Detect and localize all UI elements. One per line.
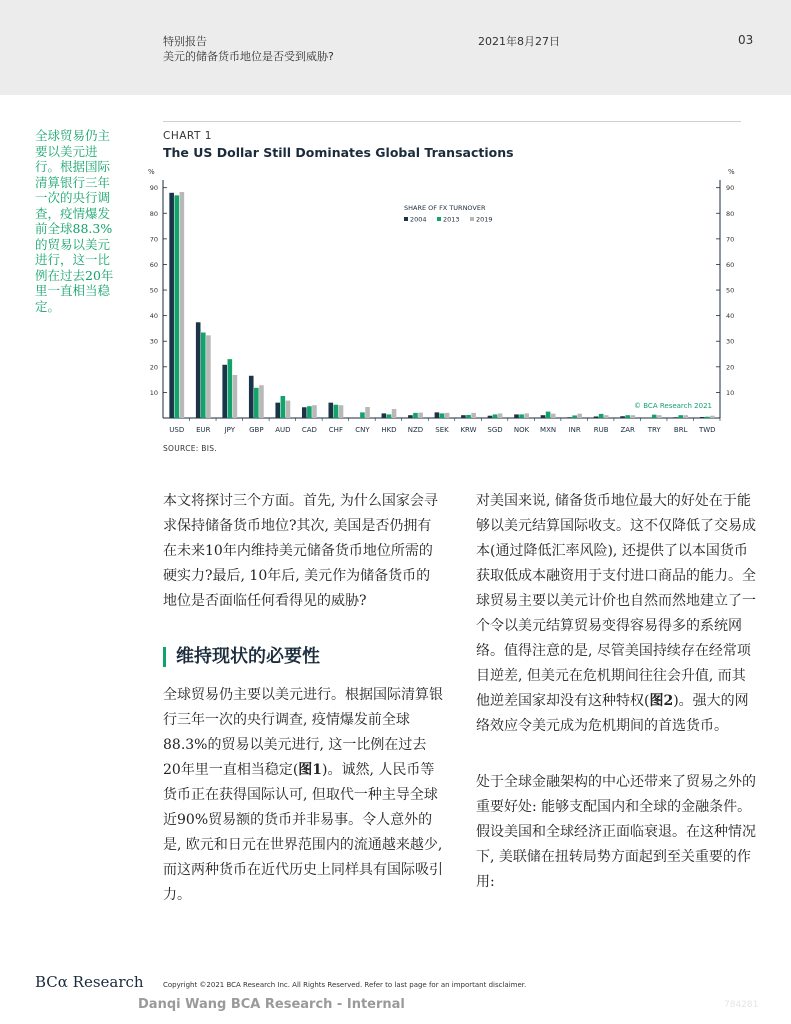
x-tick-label: RUB bbox=[593, 426, 609, 434]
y-tick-label-right: 90 bbox=[726, 184, 735, 193]
legend-label-2019: 2019 bbox=[476, 215, 493, 224]
bar-nzd-2019 bbox=[418, 413, 423, 418]
y-tick-label-right: 50 bbox=[726, 286, 735, 295]
legend-title: SHARE OF FX TURNOVER bbox=[404, 204, 486, 212]
bar-try-2013 bbox=[652, 415, 657, 418]
bar-rub-2013 bbox=[599, 414, 604, 418]
bar-inr-2013 bbox=[572, 415, 577, 418]
bar-krw-2013 bbox=[466, 415, 471, 418]
bar-cny-2013 bbox=[360, 412, 365, 418]
bar-chf-2013 bbox=[334, 405, 339, 418]
bar-brl-2013 bbox=[678, 415, 683, 418]
bar-inr-2004 bbox=[567, 417, 572, 418]
body-paragraph-intro bbox=[163, 489, 443, 614]
report-title: 美元的储备货币地位是否受到威胁? bbox=[163, 50, 334, 63]
bar-try-2004 bbox=[647, 418, 652, 419]
paragraph-text: 本文将探讨三个方面。首先, 为什么国家会寻求保持储备货币地位?其次, 美国是否仍拥有在未来10年内维持美元储备货币地位所需的硬实力?最后, 10年后, 美元作为储备货币的地位是否面临任何看得见的威胁? bbox=[163, 493, 438, 609]
bar-cad-2013 bbox=[307, 406, 312, 418]
x-tick-label: TWD bbox=[698, 426, 716, 434]
report-type: 特别报告 bbox=[163, 35, 207, 48]
x-tick-label: TRY bbox=[647, 426, 661, 434]
bar-zar-2004 bbox=[620, 416, 625, 418]
y-tick-label-left: 10 bbox=[149, 388, 158, 397]
bar-gbp-2013 bbox=[254, 388, 259, 418]
bar-cny-2004 bbox=[355, 418, 360, 419]
y-tick-label-left: 90 bbox=[149, 184, 158, 193]
chart-title: The US Dollar Still Dominates Global Transactions bbox=[163, 145, 514, 160]
bar-brl-2004 bbox=[673, 417, 678, 418]
chart-watermark: © BCA Research 2021 bbox=[634, 402, 712, 410]
y-tick-label-left: 50 bbox=[149, 286, 158, 295]
y-tick-label-left: 30 bbox=[149, 337, 158, 346]
bar-krw-2004 bbox=[461, 415, 466, 418]
x-tick-label: AUD bbox=[275, 426, 291, 434]
bar-krw-2019 bbox=[471, 413, 476, 418]
legend-label-2004: 2004 bbox=[410, 215, 427, 224]
bar-usd-2019 bbox=[180, 192, 185, 418]
section-heading: 维持现状的必要性 bbox=[163, 647, 320, 667]
x-tick-label: GBP bbox=[249, 426, 264, 434]
body-paragraph-status-quo bbox=[163, 683, 443, 908]
y-tick-label-left: 70 bbox=[149, 235, 158, 244]
page-header bbox=[0, 0, 791, 95]
x-tick-label: JPY bbox=[224, 426, 236, 434]
bar-try-2019 bbox=[657, 415, 662, 418]
bar-hkd-2004 bbox=[382, 413, 387, 418]
x-tick-label: SEK bbox=[435, 426, 449, 434]
bar-sgd-2004 bbox=[488, 416, 493, 418]
document-id: 784281 bbox=[724, 1000, 759, 1010]
sidebar-pull-quote: 全球贸易仍主要以美元进行。根据国际清算银行三年一次的央行调查，疫情爆发前全球88.3%的贸易以美元进行，这一比例在过去20年里一直相当稳定。 bbox=[35, 128, 114, 314]
bar-aud-2004 bbox=[275, 403, 280, 418]
bar-rub-2019 bbox=[604, 415, 609, 418]
x-tick-label: NZD bbox=[407, 426, 424, 434]
bar-sek-2019 bbox=[445, 413, 450, 418]
y-tick-label-right: 30 bbox=[726, 337, 735, 346]
paragraph-part: )。诚然, 人民币等货币正在获得国际认可, 但取代一种主导全球近90%贸易额的货币并非易事。令人意外的是, 欧元和日元在世界范围内的流通越来越少, 而这两种货币在近代历史上同样具有国际吸引力。 bbox=[163, 762, 443, 903]
bar-nok-2004 bbox=[514, 414, 519, 418]
bar-gbp-2004 bbox=[249, 376, 254, 418]
paragraph-text bbox=[163, 683, 443, 908]
x-tick-label: HKD bbox=[381, 426, 397, 434]
paragraph-text: 处于全球金融架构的中心还带来了贸易之外的重要好处: 能够支配国内和全球的金融条件。假设美国和全球经济正面临衰退。在这种情况下, 美联储在扭转局势方面起到至关重要的作用: bbox=[476, 774, 756, 890]
bar-chf-2019 bbox=[339, 405, 344, 418]
bar-chf-2004 bbox=[329, 403, 334, 418]
bar-cny-2019 bbox=[365, 407, 370, 418]
bar-usd-2004 bbox=[169, 193, 174, 418]
bar-eur-2019 bbox=[206, 335, 211, 418]
bar-brl-2019 bbox=[684, 415, 689, 418]
y-tick-label-right: 70 bbox=[726, 235, 735, 244]
legend-swatch-2004 bbox=[404, 217, 408, 221]
bar-nok-2013 bbox=[519, 414, 524, 418]
x-tick-label: CNY bbox=[355, 426, 370, 434]
x-tick-label: USD bbox=[169, 426, 185, 434]
y-tick-label-left: 60 bbox=[149, 260, 158, 269]
y-tick-label-right: 60 bbox=[726, 260, 735, 269]
figure-ref: 图2 bbox=[649, 693, 674, 709]
bar-inr-2019 bbox=[577, 414, 582, 418]
x-tick-label: SGD bbox=[487, 426, 503, 434]
bar-rub-2004 bbox=[594, 416, 599, 418]
bar-cad-2004 bbox=[302, 407, 307, 418]
legend-swatch-2019 bbox=[470, 217, 474, 221]
bar-usd-2013 bbox=[174, 195, 179, 418]
x-tick-label: MXN bbox=[540, 426, 557, 434]
y-tick-label-left: 80 bbox=[149, 209, 158, 218]
bar-twd-2013 bbox=[705, 417, 710, 418]
fx-turnover-chart bbox=[140, 160, 740, 440]
bar-hkd-2013 bbox=[387, 414, 392, 418]
y-tick-label-right: 10 bbox=[726, 388, 735, 397]
legend-swatch-2013 bbox=[437, 217, 441, 221]
x-tick-label: BRL bbox=[673, 426, 688, 434]
y-tick-label-right: 80 bbox=[726, 209, 735, 218]
chart-source: SOURCE: BIS. bbox=[163, 444, 217, 453]
body-paragraph-benefits bbox=[476, 489, 756, 739]
bar-mxn-2019 bbox=[551, 414, 556, 418]
paragraph-part: )。强大的网络效应令美元成为危机期间的首选货币。 bbox=[476, 693, 749, 734]
bar-nzd-2013 bbox=[413, 413, 418, 418]
y-tick-label-left: 20 bbox=[149, 363, 158, 372]
bar-zar-2013 bbox=[625, 415, 630, 418]
user-watermark: Danqi Wang BCA Research - Internal bbox=[138, 997, 405, 1012]
x-tick-label: CHF bbox=[328, 426, 343, 434]
y-tick-label-right: 40 bbox=[726, 312, 735, 321]
x-tick-label: NOK bbox=[513, 426, 530, 434]
report-date: 2021年8月27日 bbox=[478, 35, 560, 48]
bar-sek-2004 bbox=[435, 412, 440, 418]
bar-eur-2004 bbox=[196, 322, 201, 418]
chart-label: CHART 1 bbox=[163, 130, 212, 142]
bar-eur-2013 bbox=[201, 333, 206, 418]
bar-zar-2019 bbox=[630, 415, 635, 418]
bar-aud-2013 bbox=[281, 396, 286, 418]
bar-gbp-2019 bbox=[259, 385, 264, 418]
x-tick-label: CAD bbox=[301, 426, 317, 434]
bar-jpy-2019 bbox=[233, 375, 238, 418]
bar-mxn-2013 bbox=[546, 412, 551, 418]
bar-sek-2013 bbox=[440, 413, 445, 418]
x-tick-label: EUR bbox=[196, 426, 211, 434]
paragraph-part: 对美国来说, 储备货币地位最大的好处在于能够以美元结算国际收支。这不仅降低了交易成本(通过降低汇率风险), 还提供了以本国货币获取低成本融资用于支付进口商品的能力。全球贸易主要以美元计价也自然而然地建立了一个令以美元结算贸易变得容易得多的系统网络。值得注意的是, 尽管美国持续存在经常项目逆差, 但美元在危机期间往往会升值, 而其他逆差国家却没有这种特权( bbox=[476, 493, 756, 709]
y-tick-label-left: 40 bbox=[149, 312, 158, 321]
divider bbox=[163, 121, 741, 122]
bar-nzd-2004 bbox=[408, 415, 413, 418]
x-tick-label: INR bbox=[568, 426, 581, 434]
paragraph-text bbox=[476, 489, 756, 739]
bar-hkd-2019 bbox=[392, 409, 397, 418]
bar-mxn-2004 bbox=[541, 415, 546, 418]
bar-twd-2004 bbox=[700, 417, 705, 418]
bar-jpy-2004 bbox=[222, 365, 227, 418]
paragraph-part: 全球贸易仍主要以美元进行。根据国际清算银行三年一次的央行调查, 疫情爆发前全球88.3%的贸易以美元进行, 这一比例在过去20年里一直相当稳定( bbox=[163, 687, 443, 778]
bar-aud-2019 bbox=[286, 401, 291, 418]
bar-cad-2019 bbox=[312, 405, 317, 418]
legend-label-2013: 2013 bbox=[443, 215, 460, 224]
y-tick-label-right: 20 bbox=[726, 363, 735, 372]
copyright-notice: Copyright ©2021 BCA Research Inc. All Rights Reserved. Refer to last page for an important disclaimer. bbox=[163, 981, 527, 989]
figure-ref: 图1 bbox=[298, 762, 323, 778]
x-tick-label: ZAR bbox=[620, 426, 635, 434]
bar-jpy-2013 bbox=[228, 359, 233, 418]
bar-sgd-2013 bbox=[493, 414, 498, 418]
bar-sgd-2019 bbox=[498, 413, 503, 418]
x-tick-label: KRW bbox=[460, 426, 477, 434]
body-paragraph-financial-center bbox=[476, 770, 756, 895]
y-unit-left: % bbox=[148, 168, 155, 176]
bar-nok-2019 bbox=[524, 413, 529, 418]
bca-logo: BCα Research bbox=[35, 973, 144, 991]
page-number: 03 bbox=[738, 33, 754, 47]
y-unit-right: % bbox=[728, 168, 735, 176]
bar-twd-2019 bbox=[710, 416, 715, 418]
